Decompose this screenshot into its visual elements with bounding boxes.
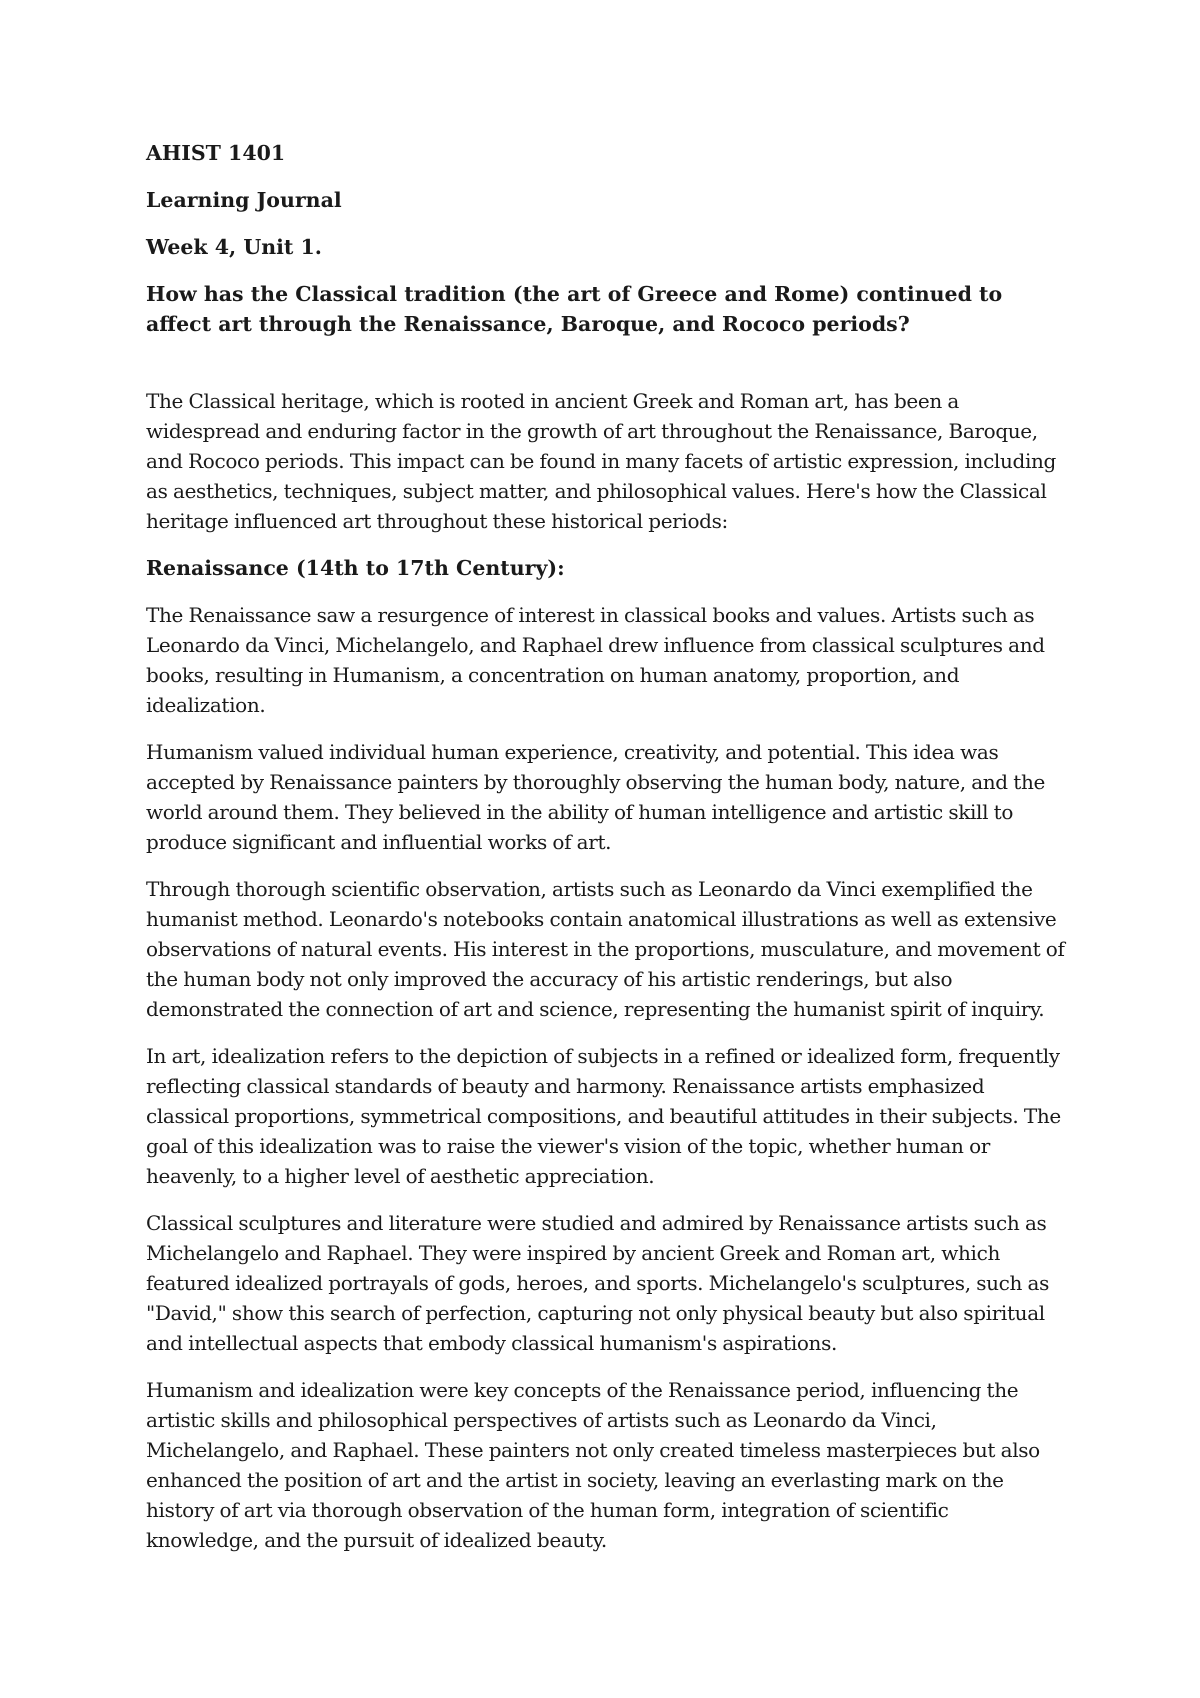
journal-title: Learning Journal bbox=[146, 188, 342, 212]
body-paragraph: Classical sculptures and literature were studied and admired by Renaissance artists such as Michelangelo and Raphael. They were inspired by ancient Greek and Roman art, which featured idealized portrayals of gods, heroes, and sports. Michelangelo's sculptures, such as "David," show this search of perfection, capturing not only physical beauty but also spiritual and intellectual aspects that embody classical humanism's aspirations. bbox=[146, 1211, 1050, 1355]
body-paragraph: The Renaissance saw a resurgence of interest in classical books and values. Artists such as Leonardo da Vinci, Michelangelo, and Raphael drew influence from classical sculptures and books, resulting in Humanism, a concentration on human anatomy, proportion, and idealization. bbox=[146, 603, 1045, 717]
week-unit: Week 4, Unit 1. bbox=[146, 235, 322, 259]
body-paragraph: Humanism and idealization were key concepts of the Renaissance period, influencing the artistic skills and philosophical perspectives of artists such as Leonardo da Vinci, Michelangelo, and Raphael. These painters not only created timeless masterpieces but also enhanced the position of art and the artist in society, leaving an everlasting mark on the history of art via thorough observation of the human form, integration of scientific knowledge, and the pursuit of idealized beauty. bbox=[146, 1378, 1040, 1552]
body-paragraph: Humanism valued individual human experience, creativity, and potential. This idea was accepted by Renaissance painters by thoroughly observing the human body, nature, and the world around them. They believed in the ability of human intelligence and artistic skill to produce significant and influential works of art. bbox=[146, 740, 1045, 854]
section-heading-renaissance: Renaissance (14th to 17th Century): bbox=[146, 556, 565, 580]
body-paragraph: In art, idealization refers to the depiction of subjects in a refined or idealized form, frequently reflecting classical standards of beauty and harmony. Renaissance artists emphasized classical proportions, symmetrical compositions, and beautiful attitudes in their subjects. The goal of this idealization was to raise the viewer's vision of the topic, whether human or heavenly, to a higher level of aesthetic appreciation. bbox=[146, 1044, 1061, 1188]
journal-question: How has the Classical tradition (the art of Greece and Rome) continued to affect art through the Renaissance, Baroque, and Rococo periods? bbox=[146, 282, 1003, 336]
course-code: AHIST 1401 bbox=[146, 141, 286, 165]
document-page bbox=[146, 138, 1066, 1572]
body-paragraph: Through thorough scientific observation, artists such as Leonardo da Vinci exemplified the humanist method. Leonardo's notebooks contain anatomical illustrations as well as extensive observations of natural events. His interest in the proportions, musculature, and movement of the human body not only improved the accuracy of his artistic renderings, but also demonstrated the connection of art and science, representing the humanist spirit of inquiry. bbox=[146, 877, 1065, 1021]
intro-paragraph: The Classical heritage, which is rooted in ancient Greek and Roman art, has been a widespread and enduring factor in the growth of art throughout the Renaissance, Baroque, and Rococo periods. This impact can be found in many facets of artistic expression, including as aesthetics, techniques, subject matter, and philosophical values. Here's how the Classical heritage influenced art throughout these historical periods: bbox=[146, 389, 1056, 533]
